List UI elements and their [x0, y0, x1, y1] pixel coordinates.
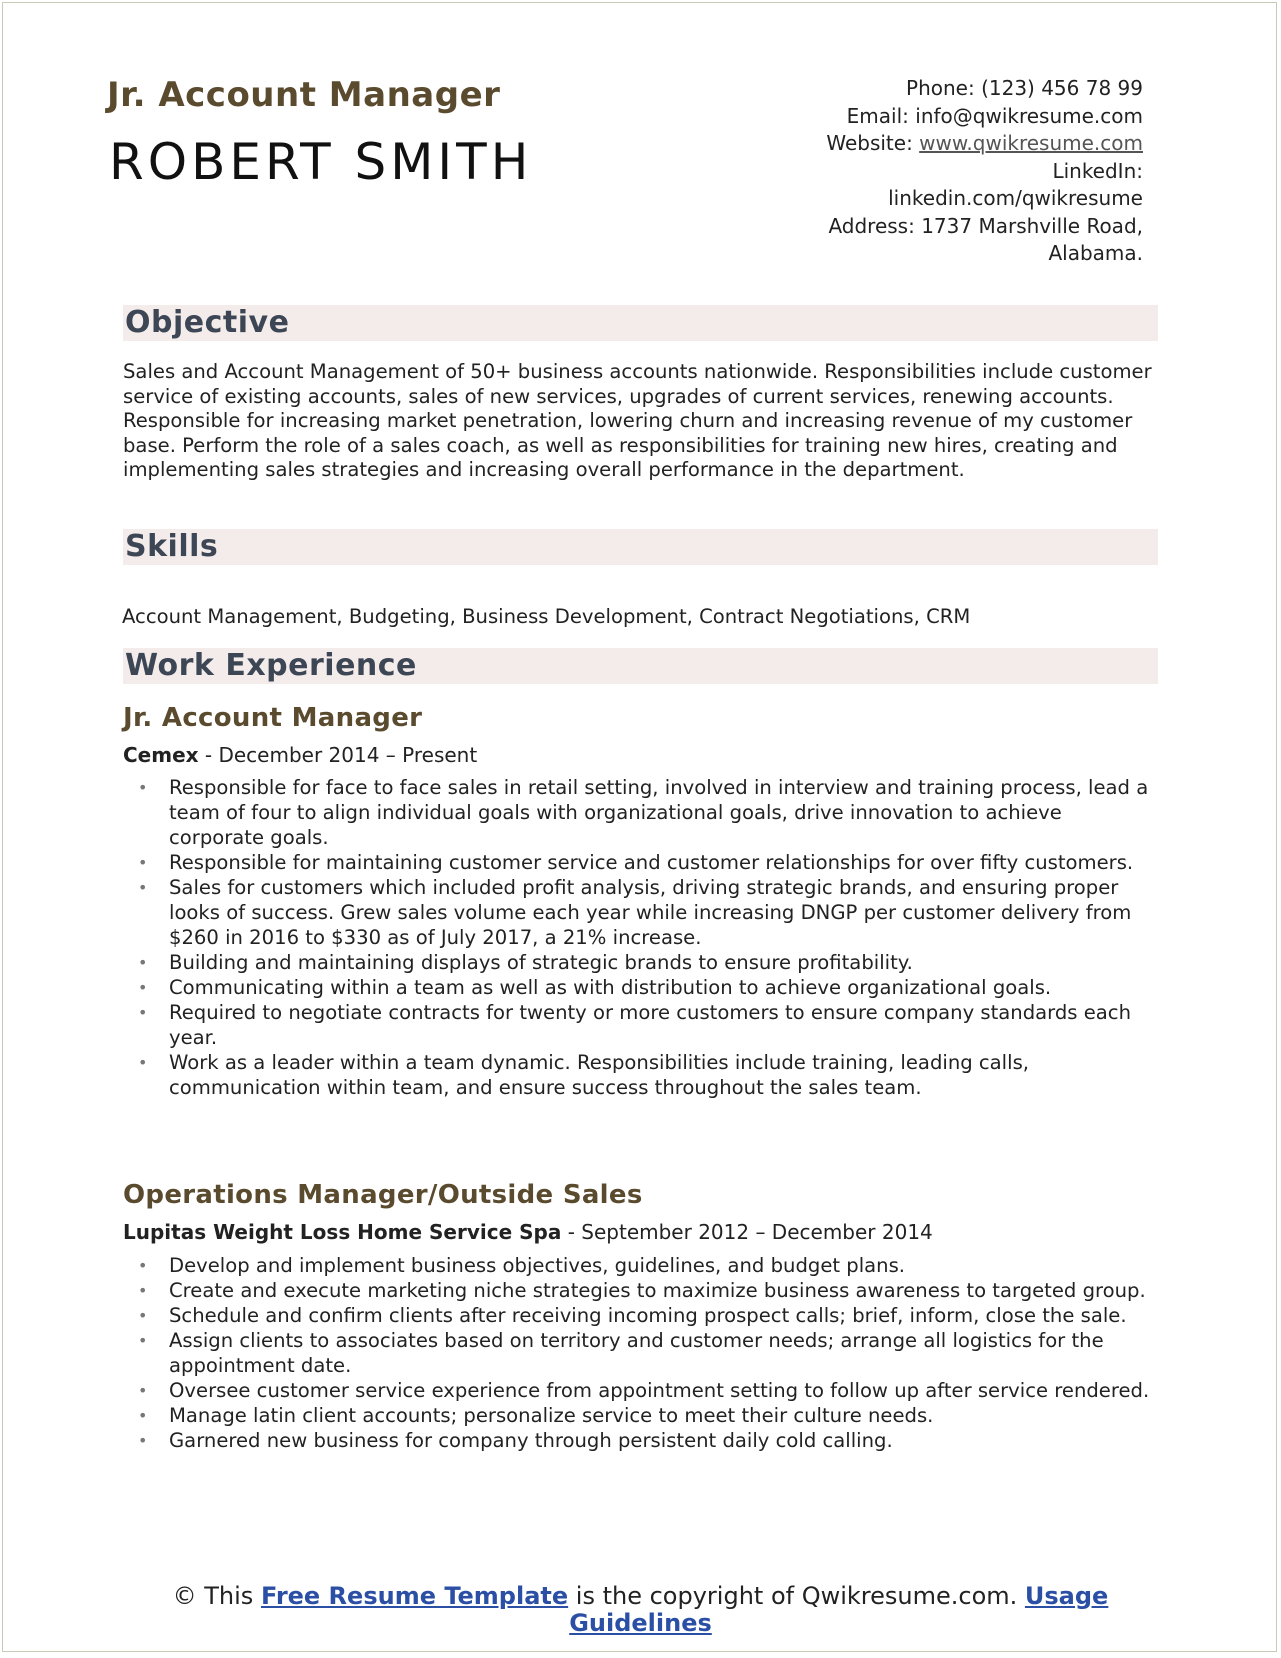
list-item: • Create and execute marketing niche strategies to maximize business awareness to targeted group. — [123, 1278, 1163, 1303]
job-company-line-2 — [123, 1220, 933, 1244]
footer-prefix: © This — [172, 1582, 261, 1610]
job-title-1: Jr. Account Manager — [123, 703, 423, 733]
contact-email: Email: info@qwikresume.com — [846, 103, 1143, 128]
skills-heading: Skills — [123, 529, 1158, 565]
list-item: • Schedule and confirm clients after receiving incoming prospect calls; brief, inform, close the sale. — [123, 1303, 1163, 1328]
job-dates-2: - September 2012 – December 2014 — [561, 1220, 933, 1244]
list-item: • Manage latin client accounts; personalize service to meet their culture needs. — [123, 1403, 1163, 1428]
list-item: • Sales for customers which included profit analysis, driving strategic brands, and ensuring proper looks of success. Grew sales volume each year while increasing DNGP per customer delivery from $260 in 2016 to $330 as of July 2017, a 21% increase. — [123, 875, 1163, 950]
list-item: • Responsible for face to face sales in retail setting, involved in interview and training process, lead a team of four to align individual goals with organizational goals, drive innovation to achieve corporate goals. — [123, 775, 1163, 850]
free-resume-template-link[interactable]: Free Resume Template — [260, 1582, 569, 1610]
contact-address-line1: Address: 1737 Marshville Road, — [828, 213, 1143, 238]
contact-block — [803, 75, 1143, 268]
job-company-line-1 — [123, 743, 477, 767]
list-item: • Responsible for maintaining customer service and customer relationships for over fifty customers. — [123, 850, 1163, 875]
contact-address-line2: Alabama. — [1048, 241, 1143, 265]
skills-text: Account Management, Budgeting, Business Development, Contract Negotiations, CRM — [122, 605, 971, 628]
candidate-name: ROBERT SMITH — [109, 133, 533, 191]
website-link[interactable]: www.qwikresume.com — [919, 131, 1143, 155]
website-label: Website: — [826, 131, 920, 155]
usage-guidelines-link-part1[interactable]: Usage — [1024, 1582, 1109, 1610]
job-bullets-2 — [123, 1253, 1163, 1453]
list-item: • Assign clients to associates based on territory and customer needs; arrange all logistics for the appointment date. — [123, 1328, 1163, 1378]
work-experience-heading: Work Experience — [123, 648, 1158, 684]
footer-middle: is the copyright of Qwikresume.com. — [568, 1582, 1025, 1610]
list-item: • Building and maintaining displays of strategic brands to ensure profitability. — [123, 950, 1163, 975]
objective-heading: Objective — [123, 305, 1158, 341]
job-title-2: Operations Manager/Outside Sales — [123, 1180, 643, 1210]
header-job-title: Jr. Account Manager — [107, 75, 501, 115]
contact-linkedin-label: LinkedIn: — [1052, 158, 1143, 183]
contact-linkedin-value: linkedin.com/qwikresume — [888, 186, 1143, 210]
objective-text: Sales and Account Management of 50+ business accounts nationwide. Responsibilities include customer service of existing accounts, sales of new services, upgrades of current services, renewing accounts. Responsible for increasing market penetration, lowering churn and increasing revenue of my customer base. Perform the role of a sales coach, as well as responsibilities for training new hires, creating and implementing sales strategies and increasing overall performance in the department. — [123, 360, 1152, 481]
contact-website — [803, 130, 1143, 158]
usage-guidelines-link-part2[interactable]: Guidelines — [569, 1609, 712, 1637]
copyright-footer — [3, 1583, 1278, 1637]
list-item: • Develop and implement business objectives, guidelines, and budget plans. — [123, 1253, 1163, 1278]
job-bullets-1 — [123, 775, 1163, 1100]
contact-phone: Phone: (123) 456 78 99 — [906, 76, 1143, 100]
job-dates-1: - December 2014 – Present — [198, 743, 478, 767]
list-item: • Work as a leader within a team dynamic. Responsibilities include training, leading calls, communication within team, and ensure success throughout the sales team. — [123, 1050, 1163, 1100]
list-item: • Oversee customer service experience from appointment setting to follow up after service rendered. — [123, 1378, 1163, 1403]
company-name-1: Cemex — [123, 743, 199, 767]
company-name-2: Lupitas Weight Loss Home Service Spa — [123, 1220, 562, 1244]
resume-page — [2, 2, 1277, 1652]
list-item: • Required to negotiate contracts for twenty or more customers to ensure company standards each year. — [123, 1000, 1163, 1050]
list-item: • Garnered new business for company through persistent daily cold calling. — [123, 1428, 1163, 1453]
list-item: • Communicating within a team as well as with distribution to achieve organizational goals. — [123, 975, 1163, 1000]
